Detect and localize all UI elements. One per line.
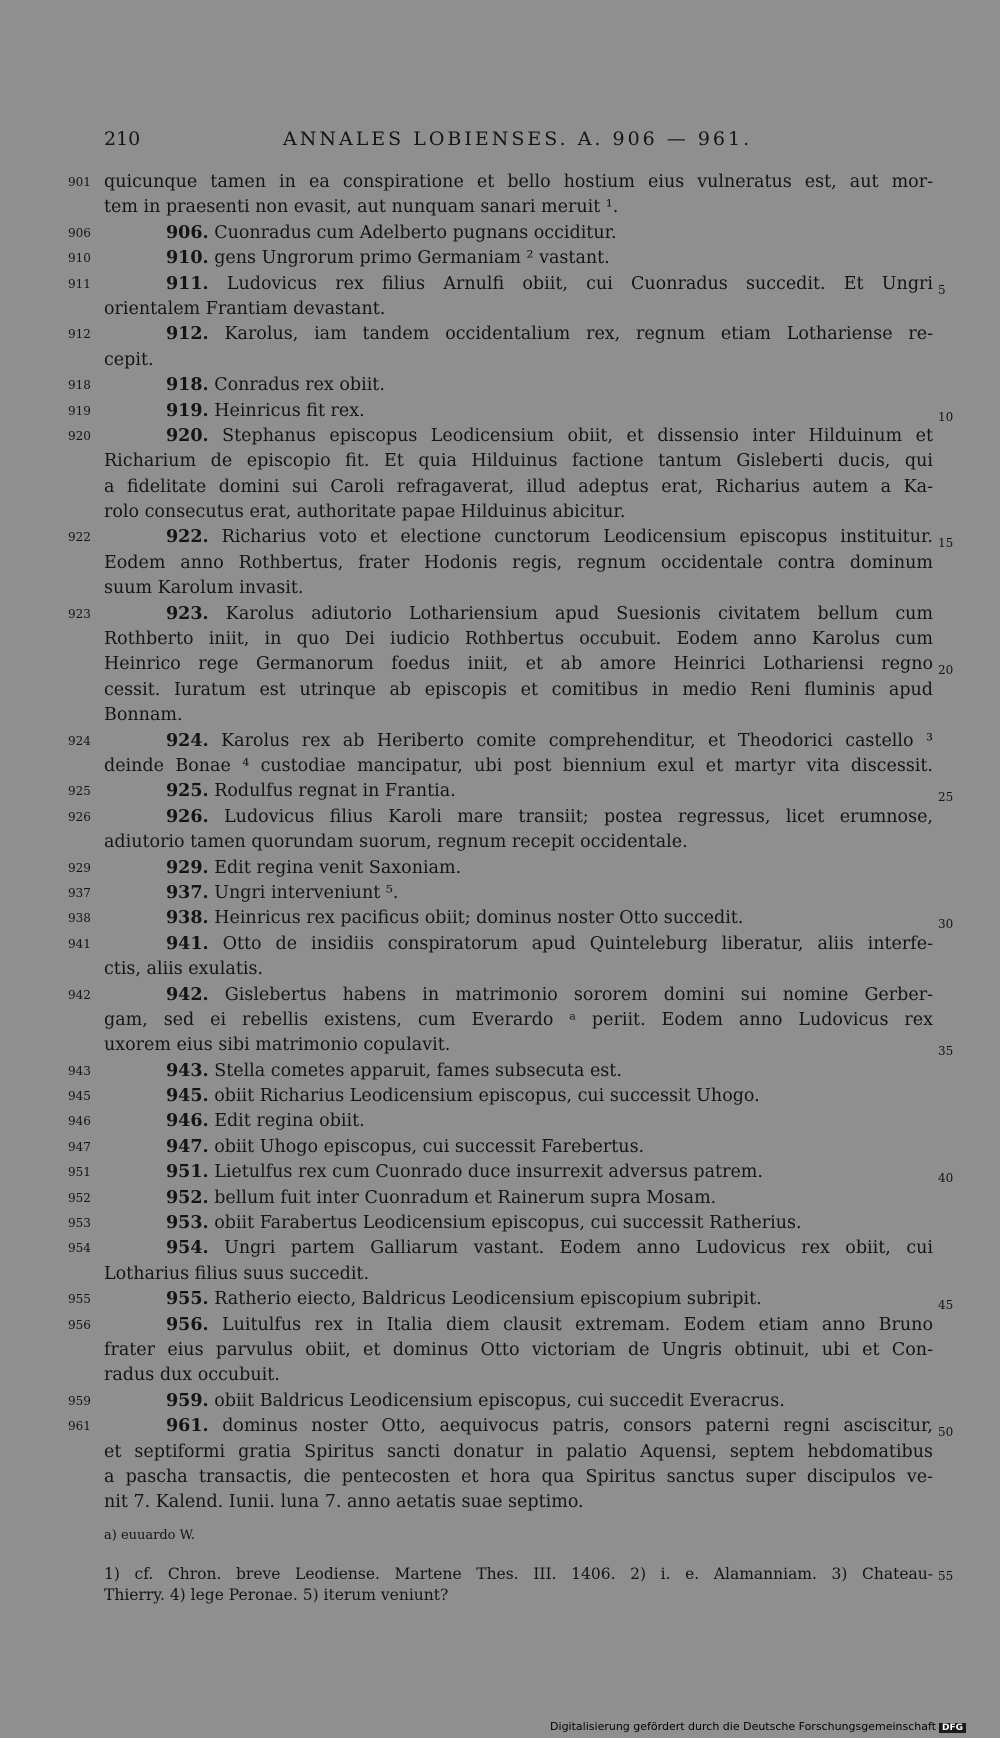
- line-number: 10: [938, 409, 954, 424]
- text-line: [0, 246, 1000, 271]
- text-line: [0, 322, 1000, 347]
- margin-year: 929: [68, 860, 91, 875]
- line-text-container: [166, 1236, 933, 1261]
- margin-year: 918: [68, 378, 91, 393]
- entry-year-number: 961.: [166, 1416, 209, 1437]
- text-line: [0, 195, 1000, 220]
- line-text: obiit Richarius Leodicensium episcopus, cui successit Uhogo.: [214, 1086, 760, 1107]
- line-text-container: [166, 983, 933, 1008]
- line-number: 15: [938, 536, 954, 551]
- text-line: [0, 1389, 1000, 1414]
- text-line: [0, 754, 1000, 779]
- line-text: Richarius voto et electione cunctorum Leodicensium episcopus instituitur.: [221, 527, 933, 548]
- line-text-container: [104, 195, 933, 220]
- text-line: [0, 703, 1000, 728]
- line-text: Ludovicus rex filius Arnulfi obiit, cui Cuonradus succedit. Et Ungri: [226, 273, 933, 294]
- margin-year: 942: [68, 987, 91, 1002]
- text-line: [0, 399, 1000, 424]
- line-text: Karolus, iam tandem occidentalium rex, regnum etiam Lothariense re-: [224, 324, 933, 345]
- text-line: [0, 221, 1000, 246]
- running-title: ANNALES LOBIENSES. A. 906 — 961.: [283, 128, 753, 150]
- text-line: [0, 1236, 1000, 1261]
- line-text: Edit regina obiit.: [214, 1111, 365, 1132]
- line-number: 45: [938, 1298, 954, 1313]
- line-text-container: [166, 1186, 933, 1211]
- line-text-container: [104, 1033, 933, 1058]
- line-text: Lietulfus rex cum Cuonrado duce insurrexit adversus patrem.: [214, 1162, 763, 1183]
- line-text-container: [166, 779, 933, 804]
- line-text: Stella cometes apparuit, fames subsecuta est.: [214, 1060, 622, 1081]
- entry-year-number: 945.: [166, 1086, 209, 1107]
- line-text-container: [104, 297, 933, 322]
- entry-year-number: 938.: [166, 908, 209, 929]
- line-text-container: [166, 373, 933, 398]
- margin-year: 946: [68, 1114, 91, 1129]
- margin-year: 959: [68, 1393, 91, 1408]
- margin-year: 938: [68, 911, 91, 926]
- entry-year-number: 953.: [166, 1213, 209, 1234]
- margin-year: 951: [68, 1165, 91, 1180]
- line-text: Ludovicus filius Karoli mare transiit; postea regressus, licet erumnose,: [224, 806, 933, 827]
- line-text: Ungri partem Galliarum vastant. Eodem anno Ludovicus rex obiit, cui: [224, 1238, 933, 1259]
- text-line: [0, 1363, 1000, 1388]
- footnote-text: Thierry. 4) lege Peronae. 5) iterum veniunt?: [104, 1586, 449, 1604]
- entry-year-number: 918.: [166, 375, 209, 396]
- text-line: [0, 475, 1000, 500]
- line-text-container: [166, 881, 933, 906]
- text-line: [0, 1008, 1000, 1033]
- line-text: obiit Baldricus Leodicensium episcopus, cui succedit Everacrus.: [214, 1390, 785, 1411]
- entry-year-number: 912.: [166, 324, 209, 345]
- text-line: [0, 932, 1000, 957]
- line-text: et septiformi gratia Spiritus sancti donatur in palatio Aquensi, septem hebdomatibus: [104, 1441, 933, 1462]
- line-text-container: [166, 221, 933, 246]
- margin-year: 922: [68, 530, 91, 545]
- annals-text: [0, 170, 1000, 1516]
- line-text-container: [104, 957, 933, 982]
- credit-text: Digitalisierung gefördert durch die Deutsche Forschungsgemeinschaft: [550, 1720, 936, 1733]
- entry-year-number: 922.: [166, 527, 209, 548]
- line-text-container: [104, 170, 933, 195]
- line-text-container: [104, 1262, 933, 1287]
- line-text: dominus noster Otto, aequivocus patris, consors paterni regni asciscitur,: [222, 1416, 933, 1437]
- line-number: 25: [938, 790, 954, 805]
- line-text: Rodulfus regnat in Frantia.: [214, 781, 456, 802]
- line-text-container: [166, 399, 933, 424]
- line-text: Gislebertus habens in matrimonio sororem domini sui nomine Gerber-: [224, 984, 933, 1005]
- line-text: bellum fuit inter Cuonradum et Rainerum supra Mosam.: [214, 1187, 717, 1208]
- text-line: [0, 1414, 1000, 1439]
- line-text: suum Karolum invasit.: [104, 578, 304, 599]
- text-line: [0, 881, 1000, 906]
- entry-year-number: 954.: [166, 1238, 209, 1259]
- text-line: [0, 805, 1000, 830]
- entry-year-number: 959.: [166, 1390, 209, 1411]
- text-line: [0, 602, 1000, 627]
- line-text-container: [104, 703, 933, 728]
- line-text: ctis, aliis exulatis.: [104, 959, 264, 980]
- margin-year: 937: [68, 885, 91, 900]
- text-line: [0, 652, 1000, 677]
- footnotes: [104, 1564, 954, 1606]
- line-number: 20: [938, 663, 954, 678]
- line-text: Karolus adiutorio Lothariensium apud Suesionis civitatem bellum cum: [225, 603, 933, 624]
- entry-year-number: 937.: [166, 882, 209, 903]
- line-text: Edit regina venit Saxoniam.: [214, 857, 462, 878]
- entry-year-number: 942.: [166, 984, 209, 1005]
- line-text: a fidelitate domini sui Caroli refragaverat, illud adeptus erat, Richarius autem a Ka-: [104, 476, 933, 497]
- line-text: rolo consecutus erat, authoritate papae Hilduinus abicitur.: [104, 502, 626, 523]
- margin-year: 926: [68, 809, 91, 824]
- margin-year: 941: [68, 936, 91, 951]
- line-text-container: [104, 500, 933, 525]
- line-text-container: [104, 1363, 933, 1388]
- textual-note: a) euuardo W.: [104, 1528, 195, 1543]
- margin-year: 911: [68, 276, 91, 291]
- line-text: Richarium de episcopio fit. Et quia Hilduinus factione tantum Gisleberti ducis, qui: [104, 451, 933, 472]
- entry-year-number: 952.: [166, 1187, 209, 1208]
- line-text: radus dux occubuit.: [104, 1365, 280, 1386]
- text-line: [0, 983, 1000, 1008]
- line-text: Heinrico rege Germanorum foedus iniit, et ab amore Heinrici Lothariensi regno: [104, 654, 933, 675]
- line-text-container: [104, 449, 933, 474]
- line-text-container: [104, 678, 933, 703]
- text-line: [0, 551, 1000, 576]
- line-text: nit 7. Kalend. Iunii. luna 7. anno aetatis suae septimo.: [104, 1492, 584, 1513]
- text-line: [0, 1109, 1000, 1134]
- line-text: orientalem Frantiam devastant.: [104, 298, 386, 319]
- line-text: deinde Bonae ⁴ custodiae mancipatur, ubi post biennium exul et martyr vita discessit.: [104, 755, 933, 776]
- text-line: [0, 1490, 1000, 1515]
- line-number: 35: [938, 1044, 954, 1059]
- line-text-container: [166, 1160, 933, 1185]
- line-text: Bonnam.: [104, 705, 183, 726]
- line-text: Karolus rex ab Heriberto comite comprehenditur, et Theodorici castello ³: [221, 730, 933, 751]
- text-line: [0, 1211, 1000, 1236]
- line-text: cepit.: [104, 349, 154, 370]
- margin-year: 924: [68, 733, 91, 748]
- entry-year-number: 925.: [166, 781, 209, 802]
- line-text-container: [104, 1440, 933, 1465]
- entry-year-number: 955.: [166, 1289, 209, 1310]
- line-text: Conradus rex obiit.: [214, 375, 385, 396]
- line-number: 50: [938, 1425, 954, 1440]
- text-line: [0, 272, 1000, 297]
- margin-year: 912: [68, 327, 91, 342]
- line-text-container: [104, 1490, 933, 1515]
- line-text-container: [166, 805, 933, 830]
- text-line: [0, 906, 1000, 931]
- line-text-container: [166, 1389, 933, 1414]
- entry-year-number: 919.: [166, 400, 209, 421]
- line-text-container: [166, 1287, 933, 1312]
- line-text-container: [104, 627, 933, 652]
- line-text: tem in praesenti non evasit, aut nunquam sanari meruit ¹.: [104, 197, 619, 218]
- text-line: [0, 1262, 1000, 1287]
- entry-year-number: 943.: [166, 1060, 209, 1081]
- margin-year: 901: [68, 175, 91, 189]
- line-text: Lotharius filius suus succedit.: [104, 1263, 370, 1284]
- page-header: [0, 128, 1000, 158]
- text-line: [0, 1084, 1000, 1109]
- line-text-container: [104, 1338, 933, 1363]
- margin-year: 947: [68, 1139, 91, 1154]
- entry-year-number: 929.: [166, 857, 209, 878]
- margin-year: 954: [68, 1241, 91, 1256]
- line-text: quicunque tamen in ea conspiratione et bello hostium eius vulneratus est, aut mor-: [104, 172, 933, 192]
- line-text-container: [166, 1414, 933, 1439]
- text-line: [0, 1186, 1000, 1211]
- text-line: [0, 348, 1000, 373]
- entry-year-number: 941.: [166, 933, 209, 954]
- text-line: [0, 678, 1000, 703]
- text-line: [0, 830, 1000, 855]
- line-text: cessit. Iuratum est utrinque ab episcopis et comitibus in medio Reni fluminis apud: [104, 679, 933, 700]
- text-line: [0, 957, 1000, 982]
- line-text-container: [104, 830, 933, 855]
- footnote-line: [104, 1564, 954, 1585]
- line-text-container: [104, 576, 933, 601]
- text-line: [0, 525, 1000, 550]
- line-text-container: [166, 1135, 933, 1160]
- footnote-line: [104, 1585, 933, 1606]
- line-text-container: [104, 475, 933, 500]
- text-line: [0, 1059, 1000, 1084]
- text-line: [0, 1160, 1000, 1185]
- line-text: gam, sed ei rebellis existens, cum Everardo ᵃ periit. Eodem anno Ludovicus rex: [104, 1009, 933, 1030]
- margin-year: 956: [68, 1317, 91, 1332]
- line-text-container: [166, 932, 933, 957]
- line-text: Heinricus fit rex.: [214, 400, 365, 421]
- line-text: uxorem eius sibi matrimonio copulavit.: [104, 1035, 451, 1056]
- line-text-container: [166, 1211, 933, 1236]
- entry-year-number: 951.: [166, 1162, 209, 1183]
- line-text-container: [166, 856, 933, 881]
- margin-year: 945: [68, 1089, 91, 1104]
- margin-year: 953: [68, 1216, 91, 1231]
- digitization-credit: [550, 1720, 966, 1733]
- line-text-container: [166, 729, 933, 754]
- line-text: gens Ungrorum primo Germaniam ² vastant.: [214, 248, 610, 269]
- line-text-container: [104, 1465, 933, 1490]
- line-text: Otto de insidiis conspiratorum apud Quinteleburg liberatur, aliis interfe-: [222, 933, 933, 954]
- line-text: Ungri interveniunt ⁵.: [214, 882, 399, 903]
- text-line: [0, 500, 1000, 525]
- line-text-container: [166, 602, 933, 627]
- line-text: obiit Farabertus Leodicensium episcopus, cui successit Ratherius.: [214, 1213, 802, 1234]
- line-text: Heinricus rex pacificus obiit; dominus noster Otto succedit.: [214, 908, 744, 929]
- line-text-container: [104, 348, 933, 373]
- line-text: Eodem anno Rothbertus, frater Hodonis regis, regnum occidentale contra dominum: [104, 552, 933, 573]
- line-text: Stephanus episcopus Leodicensium obiit, et dissensio inter Hilduinum et: [222, 425, 933, 446]
- margin-year: 952: [68, 1190, 91, 1205]
- line-number: 40: [938, 1171, 954, 1186]
- line-text-container: [166, 525, 933, 550]
- line-text-container: [166, 272, 933, 297]
- dfg-logo: DFG: [939, 1723, 966, 1733]
- line-text: obiit Uhogo episcopus, cui successit Farebertus.: [214, 1136, 645, 1157]
- text-line: [0, 297, 1000, 322]
- line-text-container: [104, 1008, 933, 1033]
- entry-year-number: 947.: [166, 1136, 209, 1157]
- text-line: [0, 373, 1000, 398]
- margin-year: 920: [68, 428, 91, 443]
- entry-year-number: 920.: [166, 425, 209, 446]
- line-text-container: [166, 906, 933, 931]
- text-line: [0, 627, 1000, 652]
- line-text-container: [166, 424, 933, 449]
- line-number: 30: [938, 917, 954, 932]
- margin-year: 919: [68, 403, 91, 418]
- margin-year: 961: [68, 1419, 91, 1434]
- footnote-text: 1) cf. Chron. breve Leodiense. Martene Thes. III. 1406. 2) i. e. Alamanniam. 3) Chateau-: [104, 1565, 933, 1583]
- text-line: [0, 1313, 1000, 1338]
- line-text: Luitulfus rex in Italia diem clausit extremam. Eodem etiam anno Bruno: [221, 1314, 933, 1335]
- line-text-container: [166, 1109, 933, 1134]
- line-text-container: [166, 1059, 933, 1084]
- entry-year-number: 923.: [166, 603, 209, 624]
- line-number: 55: [938, 1569, 954, 1583]
- line-text-container: [166, 1084, 933, 1109]
- text-line: [0, 576, 1000, 601]
- line-text: a pascha transactis, die pentecosten et hora qua Spiritus sanctus super discipulos ve-: [104, 1466, 933, 1487]
- line-text: frater eius parvulus obiit, et dominus Otto victoriam de Ungris obtinuit, ubi et Con-: [104, 1339, 933, 1360]
- text-line: [0, 856, 1000, 881]
- entry-year-number: 946.: [166, 1111, 209, 1132]
- margin-year: 906: [68, 225, 91, 240]
- text-line: [0, 1338, 1000, 1363]
- text-line: [0, 729, 1000, 754]
- text-line: [0, 170, 1000, 195]
- text-line: [0, 449, 1000, 474]
- text-line: [0, 424, 1000, 449]
- margin-year: 910: [68, 251, 91, 266]
- line-text-container: [166, 1313, 933, 1338]
- line-text-container: [166, 246, 933, 271]
- text-line: [0, 1440, 1000, 1465]
- text-line: [0, 1465, 1000, 1490]
- line-text-container: [104, 551, 933, 576]
- entry-year-number: 924.: [166, 730, 209, 751]
- text-line: [0, 1033, 1000, 1058]
- text-line: [0, 779, 1000, 804]
- margin-year: 955: [68, 1292, 91, 1307]
- line-text-container: [166, 322, 933, 347]
- entry-year-number: 956.: [166, 1314, 209, 1335]
- line-text: Rothberto iniit, in quo Dei iudicio Rothbertus occubuit. Eodem anno Karolus cum: [104, 629, 933, 650]
- line-text-container: [104, 652, 933, 677]
- page-number: 210: [104, 128, 141, 150]
- line-text-container: [104, 754, 933, 779]
- entry-year-number: 926.: [166, 806, 209, 827]
- margin-year: 925: [68, 784, 91, 799]
- margin-year: 943: [68, 1063, 91, 1078]
- line-text: Ratherio eiecto, Baldricus Leodicensium episcopium subripit.: [214, 1289, 762, 1310]
- text-line: [0, 1135, 1000, 1160]
- margin-year: 923: [68, 606, 91, 621]
- line-number: 5: [938, 282, 946, 297]
- text-line: [0, 1287, 1000, 1312]
- entry-year-number: 906.: [166, 222, 209, 243]
- line-text: Cuonradus cum Adelberto pugnans occiditur.: [214, 222, 617, 243]
- line-text: adiutorio tamen quorundam suorum, regnum recepit occidentale.: [104, 832, 688, 853]
- entry-year-number: 911.: [166, 273, 209, 294]
- entry-year-number: 910.: [166, 248, 209, 269]
